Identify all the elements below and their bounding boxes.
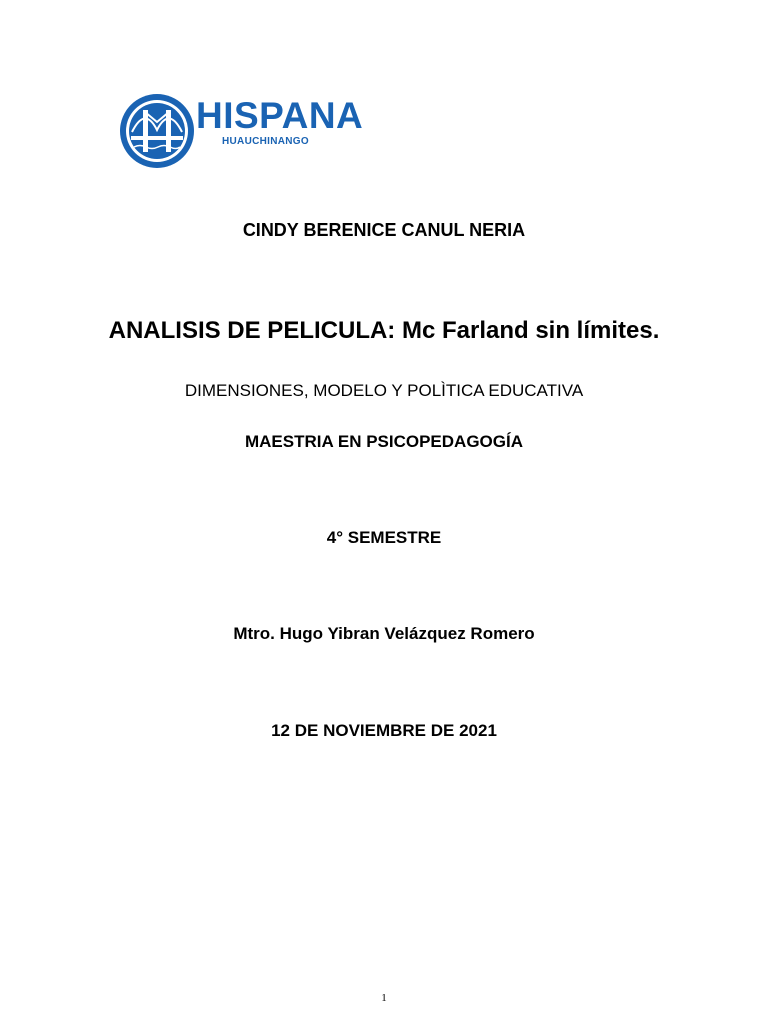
logo-wordmark: HISPANA [196, 95, 364, 136]
document-title: ANALISIS DE PELICULA: Mc Farland sin límites. [108, 317, 660, 344]
program-name: MAESTRIA EN PSICOPEDAGOGÍA [244, 432, 523, 451]
bridge-emblem-icon [118, 92, 196, 170]
semester-label: 4° SEMESTRE [326, 528, 442, 547]
document-date: 12 DE NOVIEMBRE DE 2021 [271, 721, 497, 740]
hispana-logo [118, 92, 364, 172]
logo-subtitle: HUAUCHINANGO [222, 136, 309, 147]
subject-name: DIMENSIONES, MODELO Y POLÌTICA EDUCATIVA [184, 381, 584, 400]
teacher-name: Mtro. Hugo Yibran Velázquez Romero [233, 624, 535, 643]
author-name: CINDY BERENICE CANUL NERIA [242, 220, 526, 240]
page-number: 1 [381, 992, 387, 1004]
